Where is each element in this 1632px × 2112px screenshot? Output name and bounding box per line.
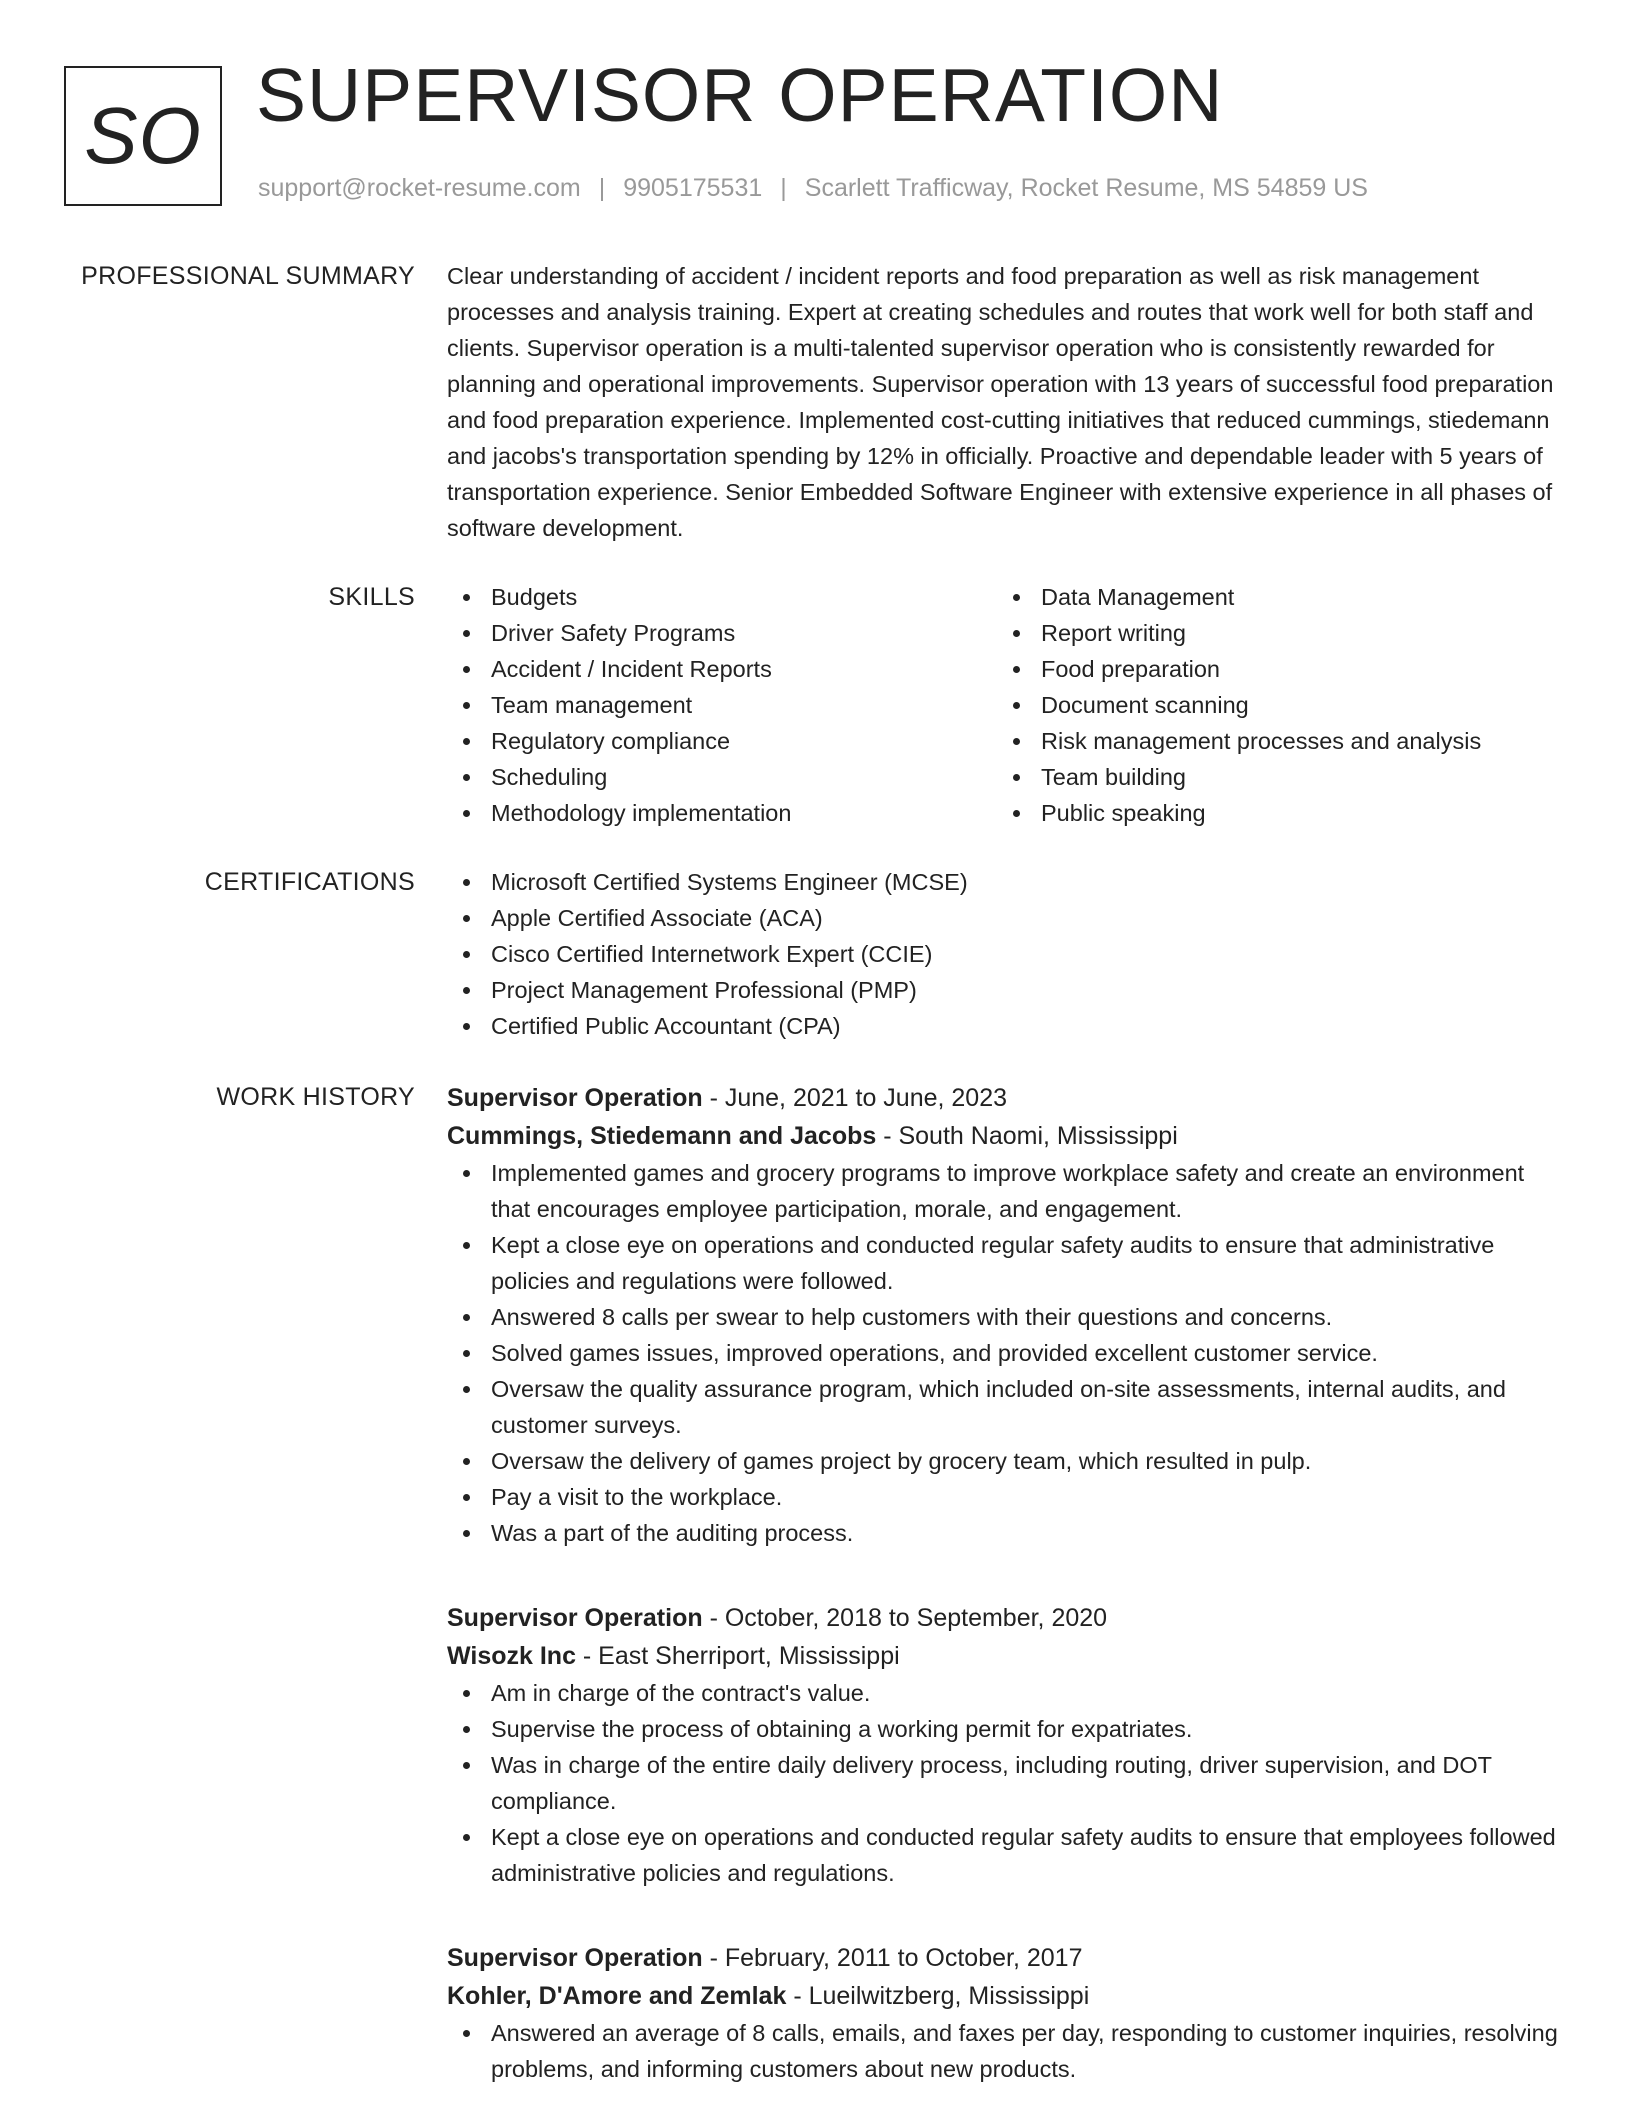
skill-item: Public speaking (1041, 795, 1547, 831)
section-title-summary: PROFESSIONAL SUMMARY (81, 262, 415, 290)
job-title-line (447, 1939, 1562, 1977)
job-bullet: Solved games issues, improved operations, and provided excellent customer service. (491, 1335, 1562, 1371)
job-entry (447, 1599, 1562, 1891)
skill-item: Team building (1041, 759, 1547, 795)
contact-email: support@rocket-resume.com (258, 174, 581, 202)
job-entry (447, 1079, 1562, 1551)
skill-item: Regulatory compliance (491, 723, 997, 759)
job-title-line (447, 1599, 1562, 1637)
job-company: Wisozk Inc (447, 1642, 576, 1670)
certification-item: Microsoft Certified Systems Engineer (MCSE) (491, 864, 1562, 900)
monogram-initials: SO (84, 91, 202, 180)
job-role: Supervisor Operation (447, 1084, 703, 1112)
summary-text: Clear understanding of accident / incident reports and food preparation as well as risk management processes and analysis training. Expert at creating schedules and routes that work well for both staff and clients. Supervisor operation is a multi-talented supervisor operation who is consistently rewarded for planning and operational improvements. Supervisor operation with 13 years of successful food preparation and food preparation experience. Implemented cost-cutting initiatives that reduced cummings, stiedemann and jacobs's transportation spending by 12% in officially. Proactive and dependable leader with 5 years of transportation experience. Senior Embedded Software Engineer with extensive experience in all phases of software development. (447, 263, 1554, 541)
section-title-work-history: WORK HISTORY (216, 1083, 415, 1111)
job-bullet: Answered an average of 8 calls, emails, and faxes per day, responding to customer inquiries, resolving problems, and informing customers about new products. (491, 2015, 1562, 2087)
skills-column-left (447, 579, 997, 831)
skill-item: Scheduling (491, 759, 997, 795)
certification-item: Project Management Professional (PMP) (491, 972, 1562, 1008)
contact-address: Scarlett Trafficway, Rocket Resume, MS 54859 US (804, 174, 1368, 202)
summary-body (447, 258, 1562, 546)
monogram-badge (64, 66, 222, 206)
job-company-line (447, 1977, 1562, 2015)
job-bullet: Oversaw the delivery of games project by grocery team, which resulted in pulp. (491, 1443, 1562, 1479)
contact-line (258, 176, 1368, 201)
contact-separator: | (780, 174, 787, 202)
job-company-line (447, 1637, 1562, 1675)
job-bullet: Oversaw the quality assurance program, which included on-site assessments, internal audits, and customer surveys. (491, 1371, 1562, 1443)
skill-item: Document scanning (1041, 687, 1547, 723)
certification-item: Cisco Certified Internetwork Expert (CCIE) (491, 936, 1562, 972)
job-location: - Lueilwitzberg, Mississippi (786, 1982, 1090, 2010)
job-role: Supervisor Operation (447, 1604, 703, 1632)
job-bullet: Was a part of the auditing process. (491, 1515, 1562, 1551)
job-company: Cummings, Stiedemann and Jacobs (447, 1122, 877, 1150)
skill-item: Budgets (491, 579, 997, 615)
job-company: Kohler, D'Amore and Zemlak (447, 1982, 787, 2010)
job-bullet: Implemented games and grocery programs to improve workplace safety and create an environment that encourages employee participation, morale, and engagement. (491, 1155, 1562, 1227)
job-dates: - June, 2021 to June, 2023 (702, 1084, 1008, 1112)
skills-body (447, 579, 1562, 831)
candidate-name: SUPERVISOR OPERATION (256, 53, 1224, 137)
section-title-certifications: CERTIFICATIONS (204, 868, 415, 896)
skill-item: Data Management (1041, 579, 1547, 615)
skill-item: Accident / Incident Reports (491, 651, 997, 687)
job-dates: - October, 2018 to September, 2020 (702, 1604, 1108, 1632)
skill-item: Driver Safety Programs (491, 615, 997, 651)
contact-phone: 9905175531 (623, 174, 763, 202)
job-bullet: Pay a visit to the workplace. (491, 1479, 1562, 1515)
job-bullet: Supervise the process of obtaining a working permit for expatriates. (491, 1711, 1562, 1747)
section-title-skills: SKILLS (328, 583, 415, 611)
job-bullet: Answered 8 calls per swear to help customers with their questions and concerns. (491, 1299, 1562, 1335)
certifications-body (447, 864, 1562, 1044)
job-role: Supervisor Operation (447, 1944, 703, 1972)
job-bullet: Kept a close eye on operations and conducted regular safety audits to ensure that administrative policies and regulations were followed. (491, 1227, 1562, 1299)
job-bullet: Was in charge of the entire daily delivery process, including routing, driver supervision, and DOT compliance. (491, 1747, 1562, 1819)
certification-item: Apple Certified Associate (ACA) (491, 900, 1562, 936)
job-company-line (447, 1117, 1562, 1155)
contact-separator: | (598, 174, 606, 202)
skill-item: Food preparation (1041, 651, 1547, 687)
job-location: - South Naomi, Mississippi (876, 1122, 1178, 1150)
job-entry (447, 1939, 1562, 2087)
job-bullet: Kept a close eye on operations and conducted regular safety audits to ensure that employees followed administrative policies and regulations. (491, 1819, 1562, 1891)
skill-item: Risk management processes and analysis (1041, 723, 1547, 759)
job-location: - East Sherriport, Mississippi (575, 1642, 900, 1670)
skill-item: Report writing (1041, 615, 1547, 651)
job-dates: - February, 2011 to October, 2017 (702, 1944, 1083, 1972)
skills-column-right (997, 579, 1547, 831)
job-title-line (447, 1079, 1562, 1117)
job-bullet: Am in charge of the contract's value. (491, 1675, 1562, 1711)
skill-item: Methodology implementation (491, 795, 997, 831)
skill-item: Team management (491, 687, 997, 723)
certification-item: Certified Public Accountant (CPA) (491, 1008, 1562, 1044)
